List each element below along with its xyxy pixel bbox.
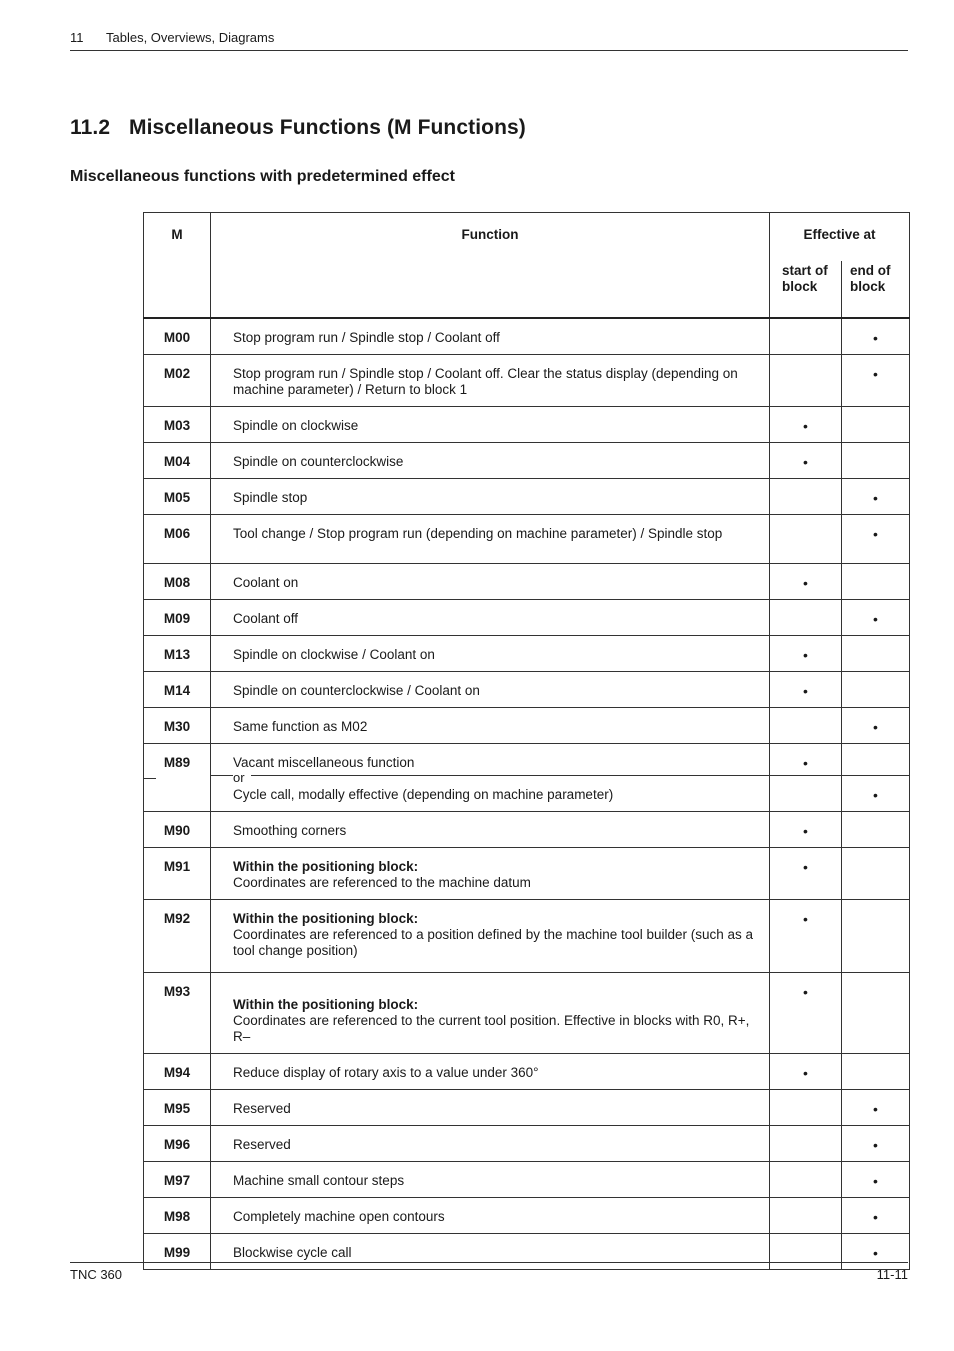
table-row	[144, 515, 910, 564]
start-of-block-mark: •	[770, 407, 842, 443]
m-functions-table	[143, 212, 910, 1270]
function-text: Spindle on clockwise / Coolant on	[233, 647, 435, 662]
section-title-text: Miscellaneous Functions (M Functions)	[129, 116, 526, 139]
start-of-block-mark: •	[770, 564, 842, 600]
m-code: M96	[144, 1126, 211, 1162]
m-code: M93	[144, 973, 211, 1054]
function-text: Spindle on clockwise	[233, 418, 359, 433]
start-of-block-mark: •	[770, 812, 842, 848]
function-cell	[211, 973, 770, 1054]
end-of-block-mark	[842, 672, 910, 708]
start-of-block-mark	[770, 776, 842, 812]
function-text: Stop program run / Spindle stop / Coolant off. Clear the status display (depending on machine parameter) / Return to block 1	[233, 366, 738, 397]
end-of-block-mark	[842, 636, 910, 672]
function-cell	[211, 479, 770, 515]
function-text: Blockwise cycle call	[233, 1245, 352, 1260]
function-text: Machine small contour steps	[233, 1173, 405, 1188]
function-cell	[211, 407, 770, 443]
start-of-block-mark	[770, 708, 842, 744]
section-title	[70, 116, 526, 140]
function-text: Completely machine open contours	[233, 1209, 445, 1224]
m-code: M95	[144, 1090, 211, 1126]
function-cell	[211, 564, 770, 600]
end-of-block-mark: •	[842, 479, 910, 515]
function-cell	[211, 848, 770, 900]
table-row	[144, 973, 910, 1054]
header-start-of-block: start of block	[770, 261, 842, 318]
end-of-block-mark: •	[842, 1198, 910, 1234]
function-cell	[211, 708, 770, 744]
end-of-block-mark	[842, 900, 910, 973]
function-cell	[211, 1198, 770, 1234]
function-text: Spindle on counterclockwise	[233, 454, 404, 469]
m-code: M08	[144, 564, 211, 600]
function-text: Reduce display of rotary axis to a value under 360°	[233, 1065, 539, 1080]
m-code: M30	[144, 708, 211, 744]
table-row	[144, 318, 910, 355]
section-number: 11.2	[70, 116, 111, 139]
function-cell	[211, 900, 770, 973]
function-text: Coolant off	[233, 611, 299, 626]
subheading: Miscellaneous functions with predetermined effect	[70, 168, 455, 185]
end-of-block-mark: •	[842, 355, 910, 407]
function-cell	[211, 1162, 770, 1198]
function-text: Smoothing corners	[233, 823, 347, 838]
table-row	[144, 600, 910, 636]
end-of-block-mark	[842, 443, 910, 479]
end-of-block-mark: •	[842, 318, 910, 355]
function-cell	[211, 1126, 770, 1162]
table-body	[144, 318, 910, 1270]
table-row	[144, 848, 910, 900]
start-of-block-mark	[770, 515, 842, 564]
function-cell	[211, 1054, 770, 1090]
m-code: M04	[144, 443, 211, 479]
function-cell	[211, 600, 770, 636]
table-row	[144, 1090, 910, 1126]
or-divider-left	[144, 778, 156, 779]
start-of-block-mark: •	[770, 744, 842, 776]
table-row-alternative	[144, 776, 910, 812]
end-of-block-mark	[842, 973, 910, 1054]
header-end-of-block: end of block	[842, 261, 910, 318]
table-row	[144, 1054, 910, 1090]
start-of-block-mark	[770, 600, 842, 636]
function-heading: Within the positioning block:	[233, 859, 419, 874]
table-row	[144, 479, 910, 515]
start-of-block-mark	[770, 1126, 842, 1162]
chapter-title: Tables, Overviews, Diagrams	[106, 30, 275, 45]
end-of-block-mark: •	[842, 1234, 910, 1270]
start-of-block-mark: •	[770, 636, 842, 672]
function-text: Coolant on	[233, 575, 299, 590]
function-cell	[211, 636, 770, 672]
page-footer	[70, 1262, 908, 1282]
function-cell	[211, 443, 770, 479]
m-code: M14	[144, 672, 211, 708]
m-code: M91	[144, 848, 211, 900]
function-heading: Within the positioning block:	[233, 911, 419, 926]
table-row	[144, 812, 910, 848]
or-label: or	[233, 770, 251, 786]
end-of-block-mark: •	[842, 708, 910, 744]
m-code: M94	[144, 1054, 211, 1090]
function-text: Spindle on counterclockwise / Coolant on	[233, 683, 480, 698]
header-effective-at: Effective at	[770, 213, 910, 262]
m-code: M97	[144, 1162, 211, 1198]
table-row	[144, 672, 910, 708]
table-row	[144, 1198, 910, 1234]
start-of-block-mark	[770, 1090, 842, 1126]
function-text: Reserved	[233, 1101, 291, 1116]
start-of-block-mark: •	[770, 443, 842, 479]
m-code: M98	[144, 1198, 211, 1234]
start-of-block-mark	[770, 318, 842, 355]
function-text: Reserved	[233, 1137, 291, 1152]
end-of-block-mark: •	[842, 1162, 910, 1198]
end-of-block-mark	[842, 744, 910, 776]
end-of-block-mark	[842, 564, 910, 600]
running-head	[70, 30, 908, 51]
end-of-block-mark	[842, 1054, 910, 1090]
function-text: Coordinates are referenced to the machine datum	[233, 875, 531, 890]
start-of-block-mark: •	[770, 900, 842, 973]
function-text: Coordinates are referenced to the current tool position. Effective in blocks with R0, R+, R–	[233, 1013, 750, 1044]
function-cell	[211, 355, 770, 407]
end-of-block-mark	[842, 407, 910, 443]
table-row	[144, 900, 910, 973]
end-of-block-mark	[842, 812, 910, 848]
function-cell	[211, 318, 770, 355]
function-text: Stop program run / Spindle stop / Coolant off	[233, 330, 500, 345]
end-of-block-mark	[842, 848, 910, 900]
function-text: Cycle call, modally effective (depending on machine parameter)	[233, 787, 614, 802]
function-text: Coordinates are referenced to a position defined by the machine tool builder (such as a tool change position)	[233, 927, 754, 958]
table-row	[144, 636, 910, 672]
start-of-block-mark: •	[770, 973, 842, 1054]
start-of-block-mark: •	[770, 848, 842, 900]
end-of-block-mark: •	[842, 600, 910, 636]
m-code: M13	[144, 636, 211, 672]
function-cell-alternative	[211, 770, 770, 812]
start-of-block-mark	[770, 479, 842, 515]
m-code: M89	[144, 744, 211, 812]
function-cell	[211, 515, 770, 564]
page-number: 11-11	[876, 1267, 908, 1282]
function-text: Spindle stop	[233, 490, 308, 505]
m-code: M02	[144, 355, 211, 407]
end-of-block-mark: •	[842, 515, 910, 564]
function-cell	[211, 744, 770, 776]
header-function: Function	[211, 213, 770, 319]
start-of-block-mark	[770, 1198, 842, 1234]
start-of-block-mark	[770, 1162, 842, 1198]
start-of-block-mark: •	[770, 1054, 842, 1090]
m-code: M05	[144, 479, 211, 515]
function-text: Vacant miscellaneous function	[233, 755, 415, 770]
table-row	[144, 1162, 910, 1198]
function-cell	[211, 812, 770, 848]
m-code: M06	[144, 515, 211, 564]
start-of-block-mark	[770, 355, 842, 407]
m-code: M09	[144, 600, 211, 636]
table-row	[144, 744, 910, 776]
table-row	[144, 407, 910, 443]
end-of-block-mark: •	[842, 776, 910, 812]
function-heading: Within the positioning block:	[233, 997, 419, 1012]
m-code: M03	[144, 407, 211, 443]
table-row	[144, 355, 910, 407]
chapter-number: 11	[70, 30, 84, 45]
function-text: Same function as M02	[233, 719, 368, 734]
table-row	[144, 443, 910, 479]
m-code: M99	[144, 1234, 211, 1270]
end-of-block-mark: •	[842, 1090, 910, 1126]
table-row	[144, 564, 910, 600]
m-code: M00	[144, 318, 211, 355]
function-cell	[211, 1090, 770, 1126]
function-text: Tool change / Stop program run (depending on machine parameter) / Spindle stop	[233, 526, 723, 541]
table-row	[144, 708, 910, 744]
header-m: M	[144, 213, 211, 319]
end-of-block-mark: •	[842, 1126, 910, 1162]
footer-left: TNC 360	[70, 1267, 123, 1282]
start-of-block-mark: •	[770, 672, 842, 708]
table-row	[144, 1126, 910, 1162]
function-cell	[211, 672, 770, 708]
m-code: M92	[144, 900, 211, 973]
m-code: M90	[144, 812, 211, 848]
